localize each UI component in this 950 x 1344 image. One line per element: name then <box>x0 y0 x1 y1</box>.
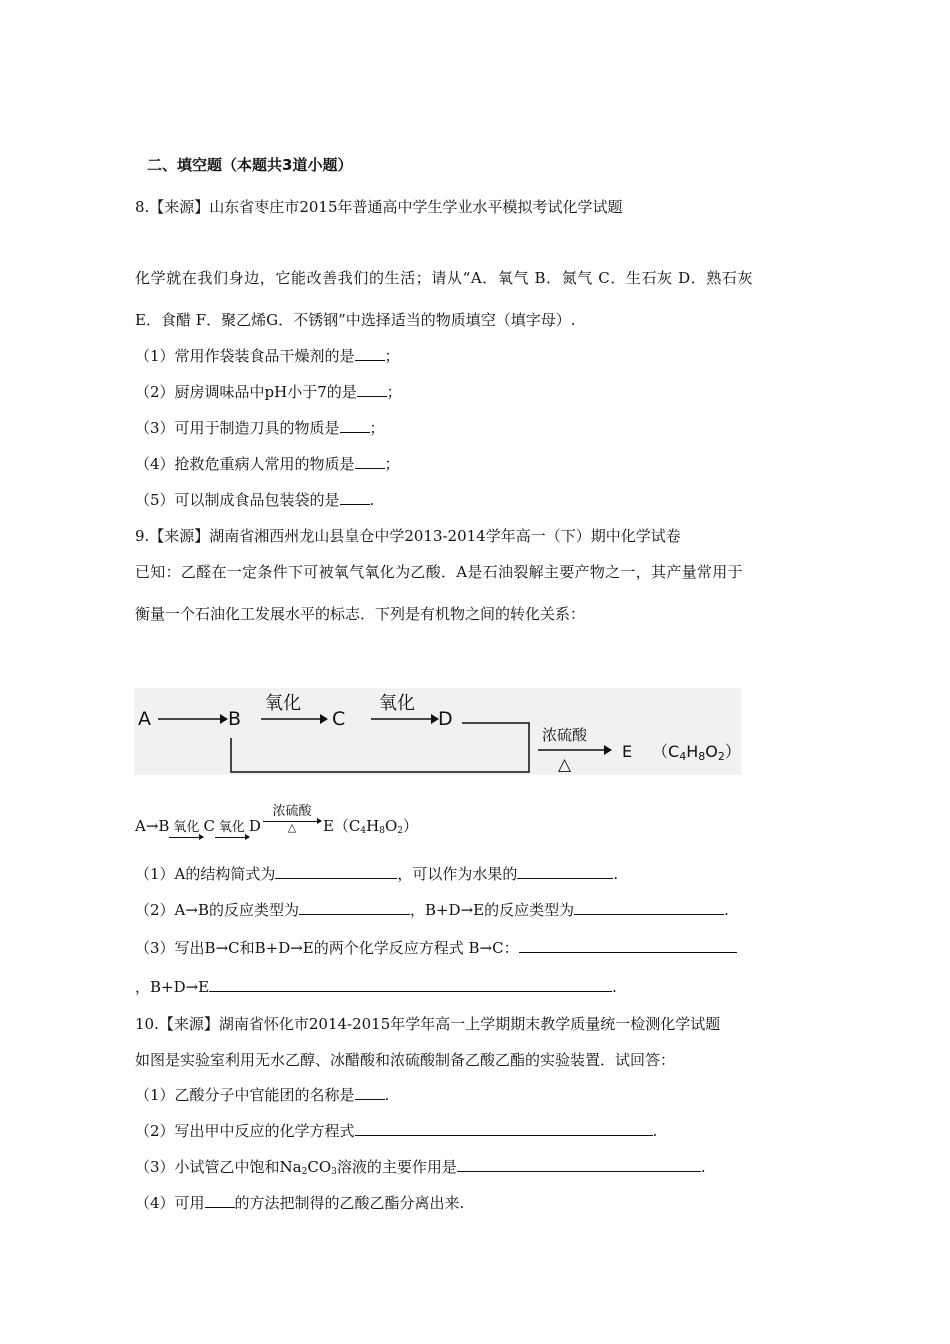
answer-blank[interactable] <box>355 1085 385 1100</box>
oxidize-label-2: 氧化 <box>379 693 415 714</box>
q10-part-2-end: . <box>652 1122 658 1140</box>
q8-item-5 <box>135 490 374 510</box>
answer-blank[interactable] <box>517 864 613 879</box>
reaction-scheme-figure <box>134 688 741 775</box>
q10-part-3-text: （3）小试管乙中饱和Na <box>135 1158 302 1176</box>
chain-close: ） <box>403 817 419 835</box>
oxidize-arrow-1-label: 氧化 <box>173 820 200 835</box>
answer-blank[interactable] <box>205 1193 235 1208</box>
q10-part-4-end: 的方法把制得的乙酸乙酯分离出来. <box>234 1194 465 1212</box>
acid-label: 浓硫酸 <box>542 726 588 744</box>
q9-inline-chain <box>135 805 418 845</box>
chain-a-b: A→B <box>135 817 170 835</box>
q8-item-4 <box>135 454 400 474</box>
q8-item-3-end: ； <box>369 419 385 437</box>
arrow-b-c-head <box>320 714 328 724</box>
sub-4: 4 <box>360 826 367 836</box>
q8-source: 8.【来源】山东省枣庄市2015年普通高中学生学业水平模拟考试化学试题 <box>135 198 623 216</box>
q10-intro: 如图是实验室利用无水乙醇、冰醋酸和浓硫酸制备乙酸乙酯的实验装置．试回答： <box>135 1051 676 1069</box>
q10-part-1-end: . <box>384 1086 390 1104</box>
acid-arrow-label: 浓硫酸 <box>272 804 312 819</box>
q8-item-5-text: （5）可以制成食品包装袋的是 <box>135 491 340 509</box>
chain-e: E（C <box>322 817 361 835</box>
q8-item-1-text: （1）常用作袋装食品干燥剂的是 <box>135 347 355 365</box>
arrow-a-b-head <box>220 714 228 724</box>
oxidize-arrow-2-label: 氧化 <box>218 820 245 835</box>
sub-2: 2 <box>397 826 403 836</box>
q8-item-5-end: . <box>369 491 375 509</box>
q9-part-3-cont-end: . <box>612 978 617 996</box>
chain-c: C <box>203 817 215 835</box>
q9-part-2 <box>135 900 729 920</box>
q9-part-1-mid: ，可以作为水果的 <box>397 865 518 883</box>
q9-intro-line2: 衡量一个石油化工发展水平的标志．下列是有机物之间的转化关系： <box>135 605 586 623</box>
acid-arrow-heat: △ <box>287 821 297 834</box>
formula-e: （C4H8O2） <box>652 742 741 763</box>
answer-blank[interactable] <box>355 1121 653 1136</box>
q8-item-2 <box>135 382 402 402</box>
node-b: B <box>228 708 242 730</box>
node-a: A <box>138 708 151 730</box>
q10-part-3 <box>135 1157 706 1177</box>
q10-part-3-mid: 溶液的主要作用是 <box>336 1158 457 1176</box>
answer-blank[interactable] <box>574 900 724 915</box>
q9-part-1 <box>135 864 618 884</box>
q8-intro-line2: E．食醋 F．聚乙烯G．不锈钢”中选择适当的物质填空（填字母）. <box>135 311 576 329</box>
q8-intro-line1: 化学就在我们身边，它能改善我们的生活；请从“A．氧气 B．氮气 C．生石灰 D．熟石灰 <box>135 269 754 287</box>
q9-part-2-end: . <box>724 901 729 919</box>
q8-item-2-text: （2）厨房调味品中pH小于7的是 <box>135 383 357 401</box>
q9-part-2-text: （2）A→B的反应类型为 <box>135 901 299 919</box>
arrow-to-e-head <box>604 745 612 755</box>
q9-part-2-mid: ，B+D→E的反应类型为 <box>409 901 575 919</box>
q8-item-3-text: （3）可用于制造刀具的物质是 <box>135 419 340 437</box>
node-e: E <box>622 742 633 761</box>
oxidize-arrow-1 <box>169 821 203 838</box>
q10-part-2 <box>135 1121 657 1141</box>
sub-2: 2 <box>301 1167 308 1177</box>
q10-part-4-text: （4）可用 <box>135 1194 205 1212</box>
q9-part-1-text: （1）A的结构简式为 <box>135 865 276 883</box>
q9-intro-line1: 已知：乙醛在一定条件下可被氧气氧化为乙酸．A是石油裂解主要产物之一，其产量常用于 <box>135 563 743 581</box>
chain-h: H <box>366 817 380 835</box>
sub-8: 8 <box>379 826 385 836</box>
q10-part-4 <box>135 1193 464 1213</box>
node-c: C <box>332 708 346 730</box>
q10-part-3-end: . <box>700 1158 706 1176</box>
answer-blank[interactable] <box>340 418 370 433</box>
chain-d: D <box>248 817 261 835</box>
q8-item-1 <box>135 346 400 366</box>
q10-source: 10.【来源】湖南省怀化市2014-2015年学年高一上学期期末教学质量统一检测化学试题 <box>135 1015 721 1033</box>
chain-o: O <box>384 817 398 835</box>
q9-part-1-end: . <box>613 865 619 883</box>
q9-source: 9.【来源】湖南省湘西州龙山县皇仓中学2013-2014学年高一（下）期中化学试卷 <box>135 527 681 545</box>
q9-part-3-text: （3）写出B→C和B+D→E的两个化学反应方程式 B→C： <box>135 939 519 957</box>
answer-blank[interactable] <box>519 938 737 953</box>
answer-blank[interactable] <box>355 454 385 469</box>
heat-symbol: △ <box>558 755 572 775</box>
section-heading: 二、填空题（本题共3道小题） <box>147 156 353 174</box>
answer-blank[interactable] <box>357 382 387 397</box>
q8-item-2-end: ； <box>386 383 402 401</box>
answer-blank[interactable] <box>209 977 612 992</box>
arrow-line <box>169 837 203 838</box>
q8-item-1-end: ； <box>384 347 400 365</box>
sub-3: 3 <box>331 1167 337 1177</box>
q8-item-4-text: （4）抢救危重病人常用的物质是 <box>135 455 355 473</box>
q10-part-2-text: （2）写出甲中反应的化学方程式 <box>135 1122 355 1140</box>
q9-part-3-cont <box>135 977 617 997</box>
q10-part-1-text: （1）乙酸分子中官能团的名称是 <box>135 1086 355 1104</box>
acid-arrow <box>263 805 321 833</box>
q9-part-3-cont-text: ，B+D→E <box>135 978 210 996</box>
arrow-line <box>215 837 249 838</box>
answer-blank[interactable] <box>340 490 370 505</box>
node-d: D <box>438 708 453 730</box>
answer-blank[interactable] <box>275 864 397 879</box>
answer-blank[interactable] <box>457 1157 701 1172</box>
arrow-line <box>263 821 321 822</box>
reaction-scheme-svg <box>134 688 741 775</box>
q10-part-3-co: CO <box>307 1158 332 1176</box>
q8-item-4-end: ； <box>384 455 400 473</box>
q8-item-3 <box>135 418 385 438</box>
answer-blank[interactable] <box>299 900 410 915</box>
q10-part-1 <box>135 1085 389 1105</box>
oxidize-arrow-2 <box>215 821 249 838</box>
q9-part-3 <box>135 938 737 958</box>
oxidize-label-1: 氧化 <box>265 693 301 714</box>
answer-blank[interactable] <box>355 346 385 361</box>
connector-line <box>231 723 529 772</box>
